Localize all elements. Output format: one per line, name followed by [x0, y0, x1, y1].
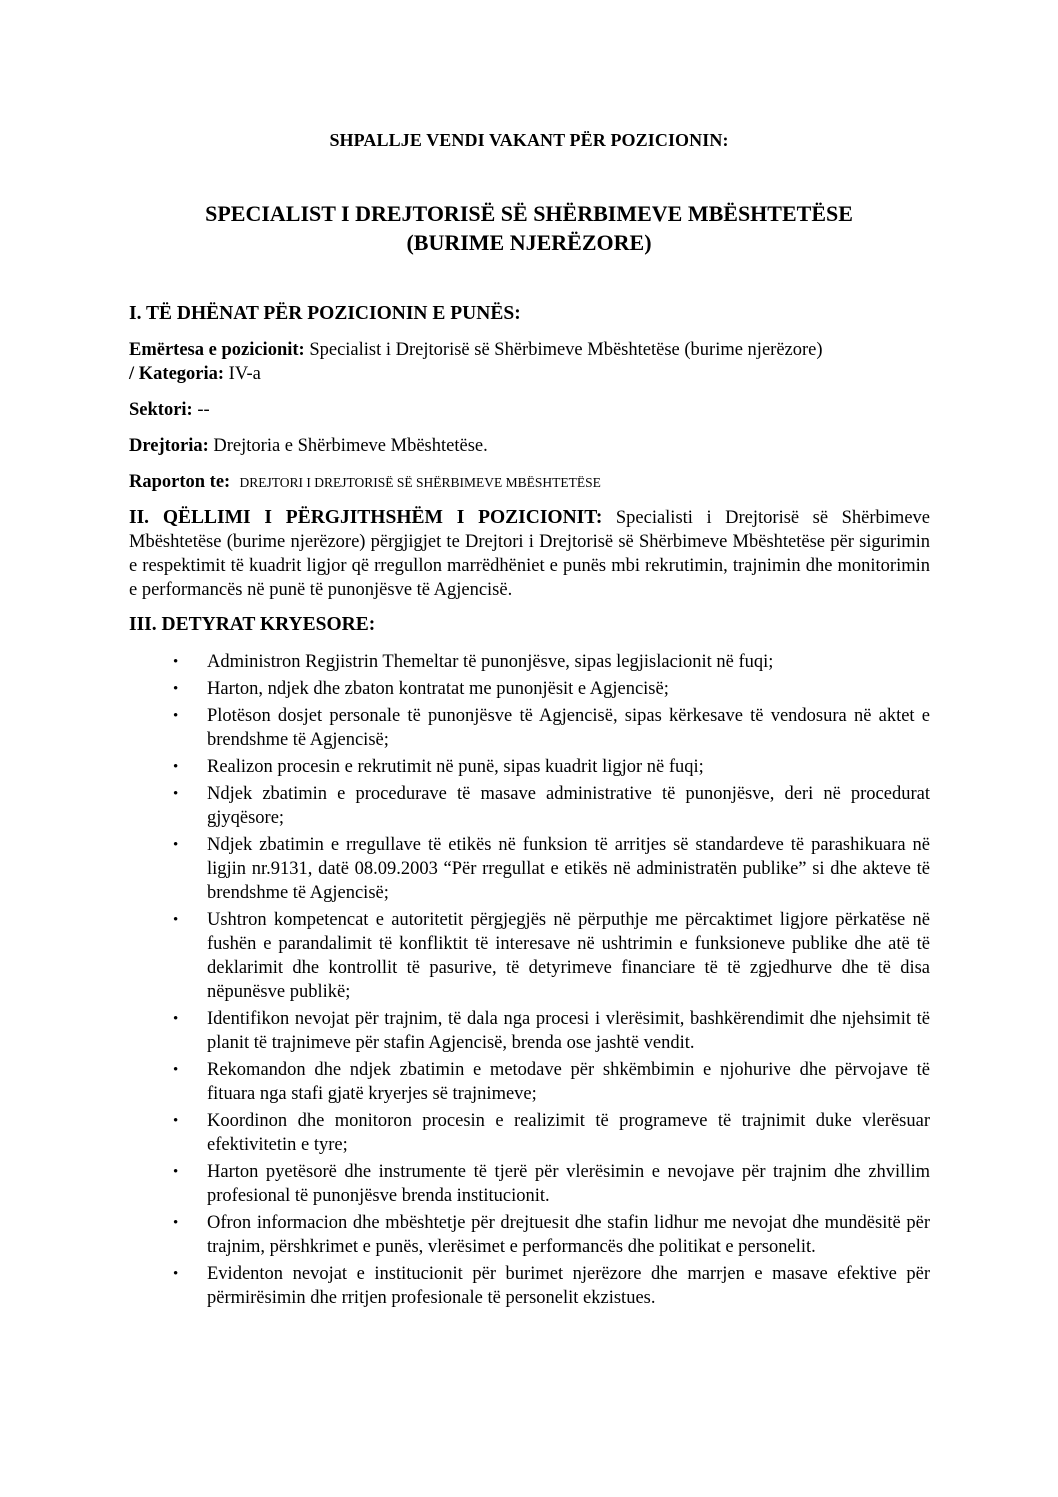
category-label: / Kategoria: — [129, 364, 225, 384]
sector-label: Sektori: — [129, 400, 193, 420]
announcement-heading: SHPALLJE VENDI VAKANT PËR POZICIONIN: — [329, 130, 729, 150]
list-item — [129, 677, 930, 701]
list-item-text: Identifikon nevojat për trajnim, të dala nga procesi i vlerësimit, bashkërendimit dhe njehsimit të planit të trajnimeve për stafin Agjencisë, brenda ose jashtë vendit. — [207, 1009, 930, 1053]
reports-to-field — [129, 470, 930, 495]
document-body — [129, 302, 930, 1313]
position-label: Emërtesa e pozicionit: — [129, 340, 305, 360]
bullet-icon: • — [173, 837, 179, 853]
sector-value: -- — [192, 400, 210, 420]
bullet-icon: • — [173, 654, 179, 670]
list-item-text: Koordinon dhe monitoron procesin e realizimit të programeve të trajnimit duke vlerësuar efektivitetin e tyre; — [207, 1111, 930, 1155]
list-item — [129, 782, 930, 830]
page-title — [0, 199, 1058, 257]
list-item — [129, 1262, 930, 1310]
list-item — [129, 1160, 930, 1208]
category-value: IV-a — [224, 364, 261, 384]
position-value: Specialist i Drejtorisë së Shërbimeve Mbështetëse (burime njerëzore) — [304, 340, 823, 360]
title-line-1: SPECIALIST I DREJTORISË SË SHËRBIMEVE MBËSHTETËSE — [205, 201, 853, 226]
duties-list — [129, 650, 930, 1310]
list-item-text: Ndjek zbatimin e procedurave të masave administrative të punonjësve, deri në procedurat gjyqësore; — [207, 784, 930, 828]
position-field — [129, 338, 930, 386]
bullet-icon: • — [173, 1266, 179, 1282]
list-item-text: Evidenton nevojat e institucionit për burimet njerëzore dhe marrjen e masave efektive për përmirësimin dhe rritjen profesionale të personelit ekzistues. — [207, 1264, 930, 1308]
section-3-heading: III. DETYRAT KRYESORE: — [129, 614, 376, 635]
bullet-icon: • — [173, 759, 179, 775]
list-item — [129, 908, 930, 1004]
list-item-text: Ndjek zbatimin e rregullave të etikës në funksion të arritjes së standardeve të parashikuara në ligjin nr.9131, datë 08.09.2003 “Për rregullat e etikës në administratën publike” si dhe akteve të brendshme të Agjencisë; — [207, 835, 930, 903]
list-item — [129, 650, 930, 674]
list-item-text: Harton, ndjek dhe zbaton kontratat me punonjësit e Agjencisë; — [207, 679, 669, 699]
list-item — [129, 1109, 930, 1157]
bullet-icon: • — [173, 708, 179, 724]
list-item — [129, 1007, 930, 1055]
section-2-heading: II. QËLLIMI I PËRGJITHSHËM I POZICIONIT: — [129, 507, 603, 528]
list-item — [129, 1058, 930, 1106]
list-item-text: Plotëson dosjet personale të punonjësve të Agjencisë, sipas kërkesave të vendosura në aktet e brendshme të Agjencisë; — [207, 706, 930, 750]
section-1-heading: I. TË DHËNAT PËR POZICIONIN E PUNËS: — [129, 303, 521, 324]
directorate-label: Drejtoria: — [129, 436, 209, 456]
section-2-paragraph — [129, 506, 930, 602]
reports-to-label: Raporton te: — [129, 472, 231, 492]
list-item-text: Administron Regjistrin Themeltar të punonjësve, sipas legjislacionit në fuqi; — [207, 652, 774, 672]
bullet-icon: • — [173, 1011, 179, 1027]
sector-field — [129, 398, 930, 422]
bullet-icon: • — [173, 912, 179, 928]
list-item-text: Ushtron kompetencat e autoritetit përgjegjës në përputhje me përcaktimet ligjore përkatëse në fushën e parandalimit të konfliktit të interesave në ushtrimin e funksioneve publike dhe atë të deklarimit dhe kontrollit të pasurive, të detyrimeve financiare të të zgjedhurve dhe të disa nëpunësve publikë; — [207, 910, 930, 1002]
list-item-text: Harton pyetësorë dhe instrumente të tjerë për vlerësimin e nevojave për trajnim dhe zhvillim profesional të punonjësve brenda institucionit. — [207, 1162, 930, 1206]
section-2-text: Specialisti i Drejtorisë së Shërbimeve Mbështetëse (burime njerëzore) përgjigjet te Drejtori i Drejtorisë së Shërbimeve Mbështetëse për sigurimin e respektimit të kuadrit ligjor që rregullon marrëdhëniet e punës mbi rekrutimin, trajnimin dhe monitorimin e performancës në punë të punonjësve të Agjencisë. — [129, 508, 930, 600]
bullet-icon: • — [173, 681, 179, 697]
list-item-text: Ofron informacion dhe mbështetje për drejtuesit dhe stafin lidhur me nevojat dhe mundësitë për trajnim, përshkrimet e punës, vlerësimet e performancës dhe politikat e personelit. — [207, 1213, 930, 1257]
list-item-text: Rekomandon dhe ndjek zbatimin e metodave për shkëmbimin e njohurive dhe përvojave të fituara nga stafi gjatë kryerjes së trajnimeve; — [207, 1060, 930, 1104]
list-item — [129, 755, 930, 779]
list-item — [129, 704, 930, 752]
bullet-icon: • — [173, 1113, 179, 1129]
directorate-value: Drejtoria e Shërbimeve Mbështetëse. — [208, 436, 488, 456]
bullet-icon: • — [173, 1164, 179, 1180]
directorate-field — [129, 434, 930, 458]
list-item — [129, 833, 930, 905]
list-item-text: Realizon procesin e rekrutimit në punë, sipas kuadrit ligjor në fuqi; — [207, 757, 704, 777]
bullet-icon: • — [173, 786, 179, 802]
bullet-icon: • — [173, 1215, 179, 1231]
bullet-icon: • — [173, 1062, 179, 1078]
reports-to-value: DREJTORI I DREJTORISË SË SHËRBIMEVE MBËSHTETËSE — [239, 475, 601, 490]
list-item — [129, 1211, 930, 1259]
title-line-2: (BURIME NJERËZORE) — [406, 230, 652, 255]
